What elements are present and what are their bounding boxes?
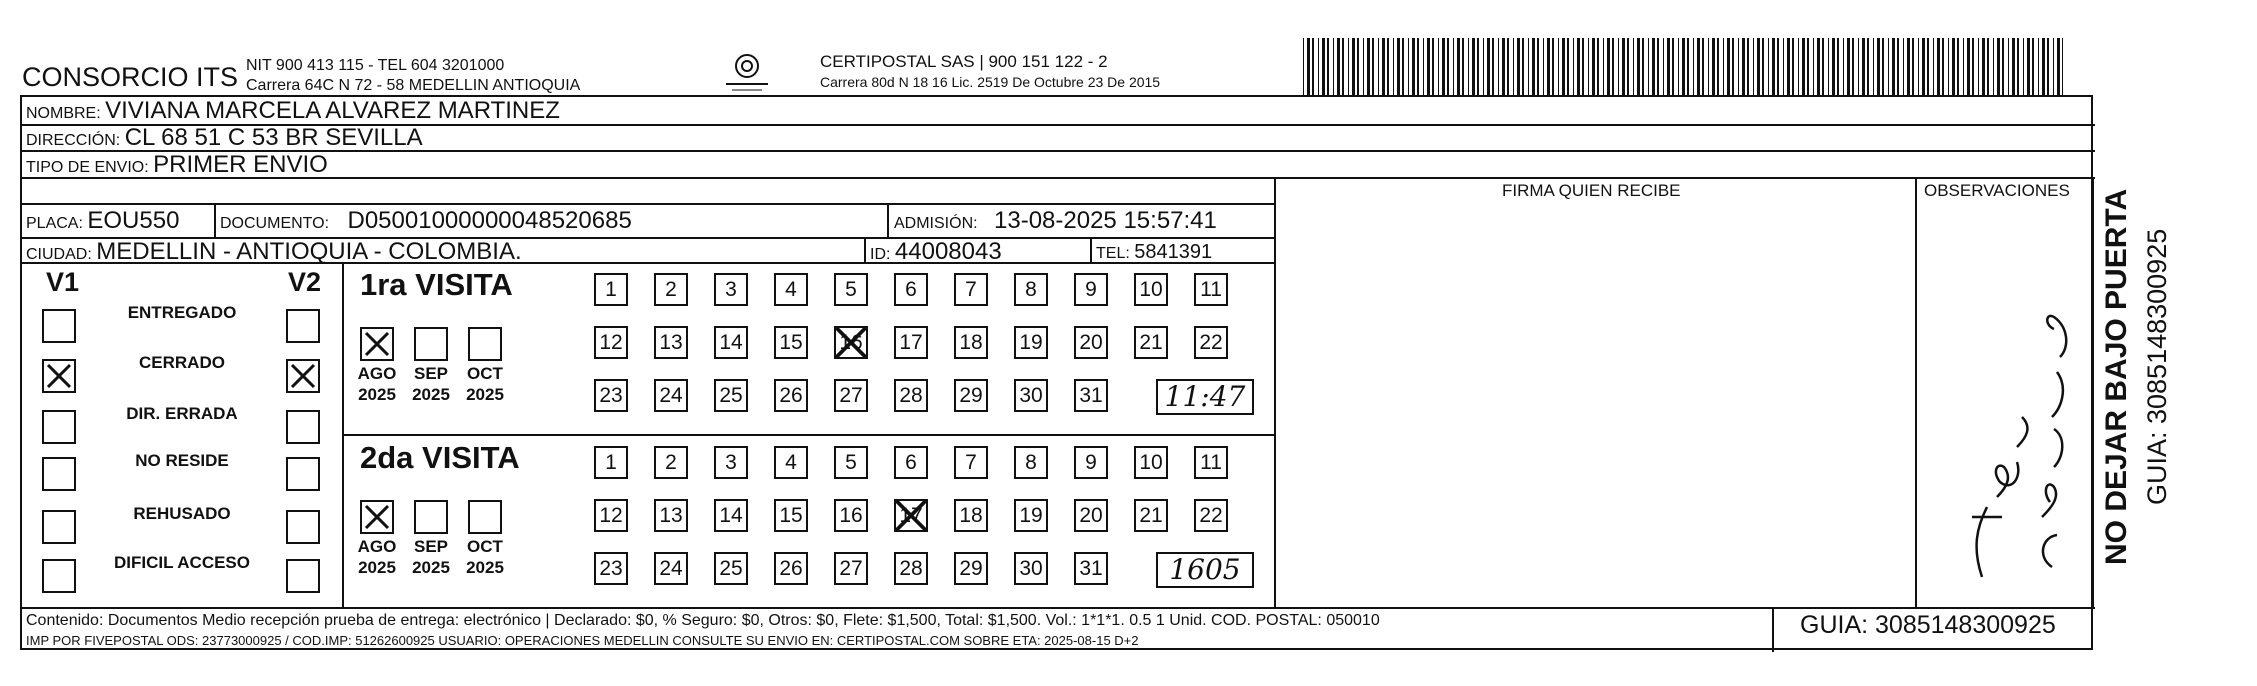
day-box[interactable]: 15 [774,499,808,532]
address-label: DIRECCIÓN: [26,132,121,149]
v2-header: V2 [288,267,322,297]
year-label: 2025 [412,558,450,577]
status-label: NO RESIDE [135,451,229,470]
v2-checkbox[interactable] [286,410,320,444]
tel-value: 5841391 [1134,241,1213,263]
v1-checkbox[interactable] [42,559,76,593]
day-box[interactable]: 31 [1074,379,1108,412]
year-label: 2025 [466,558,504,577]
day-box[interactable]: 9 [1074,446,1108,479]
day-box[interactable]: 25 [714,379,748,412]
month-checkbox[interactable] [360,500,394,534]
day-box[interactable]: 2 [654,273,688,306]
month-checkbox[interactable] [414,500,448,534]
address-row [26,124,423,152]
day-box[interactable]: 3 [714,446,748,479]
day-box[interactable]: 11 [1194,273,1228,306]
v1-checkbox[interactable] [42,457,76,491]
day-box[interactable]: 8 [1014,273,1048,306]
visit-title: 2da VISITA [360,440,520,475]
day-box[interactable]: 13 [654,326,688,359]
day-box[interactable]: 19 [1014,326,1048,359]
barcode [1303,38,2063,96]
footer-guia: GUIA: 3085148300925 [1800,611,2056,639]
day-box[interactable]: 12 [594,326,628,359]
day-box[interactable]: 10 [1134,273,1168,306]
day-box[interactable]: 31 [1074,552,1108,585]
footer-content-line: Contenido: Documentos Medio recepción prueba de entrega: electrónico | Declarado: $0, % Seguro: $0, Otros: $0, Flete: $1,500, Total: $1,500. Vol.: 1*1*1. 0.5 1 Unid. COD. POSTAL: 050010 [26,612,1380,629]
plate-label: PLACA: [26,215,83,232]
day-box[interactable]: 6 [894,446,928,479]
month-label: AGO [357,364,397,383]
day-box[interactable]: 3 [714,273,748,306]
recipient-name: VIVIANA MARCELA ALVAREZ MARTINEZ [105,97,560,124]
day-box[interactable]: 12 [594,499,628,532]
month-label: SEP [413,364,449,383]
day-box[interactable]: 24 [654,552,688,585]
courier-nit-line: CERTIPOSTAL SAS | 900 151 122 - 2 [820,52,1108,71]
name-row [26,97,560,125]
day-box[interactable]: 26 [774,552,808,585]
status-label: DIFICIL ACCESO [113,553,250,572]
courier-address-line: Carrera 80d N 18 16 Lic. 2519 De Octubre 23 De 2015 [820,74,1161,90]
tel-cell [1096,241,1212,264]
day-box[interactable]: 23 [594,552,628,585]
visit-title: 1ra VISITA [360,267,513,302]
visit-time: 11:47 [1156,379,1254,415]
v2-checkbox[interactable] [286,309,320,343]
company-address-line: Carrera 64C N 72 - 58 MEDELLIN ANTIOQUIA [246,77,581,94]
day-box[interactable]: 8 [1014,446,1048,479]
day-box[interactable]: 30 [1014,379,1048,412]
recipient-address: CL 68 51 C 53 BR SEVILLA [124,124,423,151]
admission-value: 13-08-2025 15:57:41 [994,207,1217,234]
type-row [26,151,328,179]
day-box[interactable]: 27 [834,379,868,412]
month-checkbox[interactable] [360,327,394,361]
day-box[interactable]: 4 [774,446,808,479]
delivery-form [20,95,2093,650]
day-box[interactable]: 17 [894,326,928,359]
plate-value: EOU550 [87,207,180,234]
v2-checkbox[interactable] [286,457,320,491]
v2-checkbox[interactable] [286,510,320,544]
signature-header: FIRMA QUIEN RECIBE [1502,181,1681,200]
v2-checkbox[interactable] [286,559,320,593]
day-box[interactable]: 18 [954,499,988,532]
day-box[interactable]: 10 [1134,446,1168,479]
footer-print-line: IMP POR FIVEPOSTAL ODS: 23773000925 / COD.IMP: 51262600925 USUARIO: OPERACIONES MEDELLIN CONSULTE SU ENVIO EN: CERTIPOSTAL.COM SOBRE ETA: 2025-08-15 D+2 [26,633,1139,648]
name-label: NOMBRE: [26,105,101,122]
year-label: 2025 [358,558,396,577]
v1-checkbox[interactable] [42,510,76,544]
day-box[interactable]: 14 [714,326,748,359]
month-label: SEP [413,537,449,556]
day-box[interactable]: 20 [1074,499,1108,532]
year-label: 2025 [358,385,396,404]
visit-time: 1605 [1156,552,1254,588]
day-box[interactable]: 22 [1194,499,1228,532]
day-box[interactable]: 18 [954,326,988,359]
id-value: 44008043 [894,238,1002,265]
day-box[interactable]: 2 [654,446,688,479]
day-box[interactable]: 6 [894,273,928,306]
side-guia: GUIA: 3085148300925 [2142,228,2172,505]
day-box[interactable]: 19 [1014,499,1048,532]
day-box[interactable]: 22 [1194,326,1228,359]
company-name: CONSORCIO ITS [22,62,239,92]
v1-header: V1 [46,267,80,297]
day-box[interactable]: 14 [714,499,748,532]
month-checkbox[interactable] [414,327,448,361]
day-box[interactable]: 15 [774,326,808,359]
day-box[interactable]: 5 [834,273,868,306]
company-info [246,56,580,96]
v2-checkbox[interactable] [286,359,320,393]
courier-info [820,52,1160,92]
day-box[interactable]: 24 [654,379,688,412]
tel-label: TEL: [1096,245,1130,262]
handwritten-observation [1942,267,2082,587]
id-label: ID: [870,246,891,263]
day-box[interactable]: 30 [1014,552,1048,585]
day-box[interactable]: 1 [594,273,628,306]
certipostal-logo-icon [720,50,774,94]
day-box[interactable]: 21 [1134,326,1168,359]
city-cell [26,238,522,266]
admission-cell [894,207,1217,235]
day-box[interactable]: 16 [834,499,868,532]
day-box[interactable]: 27 [834,552,868,585]
day-box[interactable]: 28 [894,552,928,585]
company-nit-line: NIT 900 413 115 - TEL 604 3201000 [246,57,505,74]
status-label: REHUSADO [133,504,231,523]
day-box[interactable]: 16 [834,326,868,359]
day-box[interactable]: 5 [834,446,868,479]
month-label: OCT [467,364,503,383]
day-box[interactable]: 20 [1074,326,1108,359]
day-box[interactable]: 9 [1074,273,1108,306]
observations-header: OBSERVACIONES [1924,181,2070,200]
city-value: MEDELLIN - ANTIOQUIA - COLOMBIA. [96,238,522,265]
year-label: 2025 [412,385,450,404]
day-box[interactable]: 28 [894,379,928,412]
status-label: CERRADO [139,353,225,372]
shipment-type: PRIMER ENVIO [153,151,328,178]
document-value: D05001000000048520685 [347,207,632,234]
v1-checkbox[interactable] [42,359,76,393]
admission-label: ADMISIÓN: [894,215,978,232]
month-label: OCT [467,537,503,556]
day-box[interactable]: 25 [714,552,748,585]
id-cell [870,238,1002,266]
day-box[interactable]: 4 [774,273,808,306]
month-label: AGO [357,537,397,556]
day-box[interactable]: 29 [954,552,988,585]
day-box[interactable]: 7 [954,446,988,479]
status-label: DIR. ERRADA [126,404,238,423]
day-box[interactable]: 7 [954,273,988,306]
day-box[interactable]: 23 [594,379,628,412]
city-label: CIUDAD: [26,246,92,263]
document-label: DOCUMENTO: [220,215,330,232]
day-box[interactable]: 26 [774,379,808,412]
day-box[interactable]: 29 [954,379,988,412]
plate-cell [26,207,179,235]
side-warning: NO DEJAR BAJO PUERTA [2100,188,2133,565]
day-box[interactable]: 17 [894,499,928,532]
day-box[interactable]: 1 [594,446,628,479]
v1-checkbox[interactable] [42,309,76,343]
month-checkbox[interactable] [468,327,502,361]
day-box[interactable]: 11 [1194,446,1228,479]
status-label: ENTREGADO [127,303,237,322]
month-checkbox[interactable] [468,500,502,534]
v1-checkbox[interactable] [42,410,76,444]
year-label: 2025 [466,385,504,404]
type-label: TIPO DE ENVIO: [26,159,149,176]
day-box[interactable]: 13 [654,499,688,532]
day-box[interactable]: 21 [1134,499,1168,532]
document-cell [220,207,632,235]
